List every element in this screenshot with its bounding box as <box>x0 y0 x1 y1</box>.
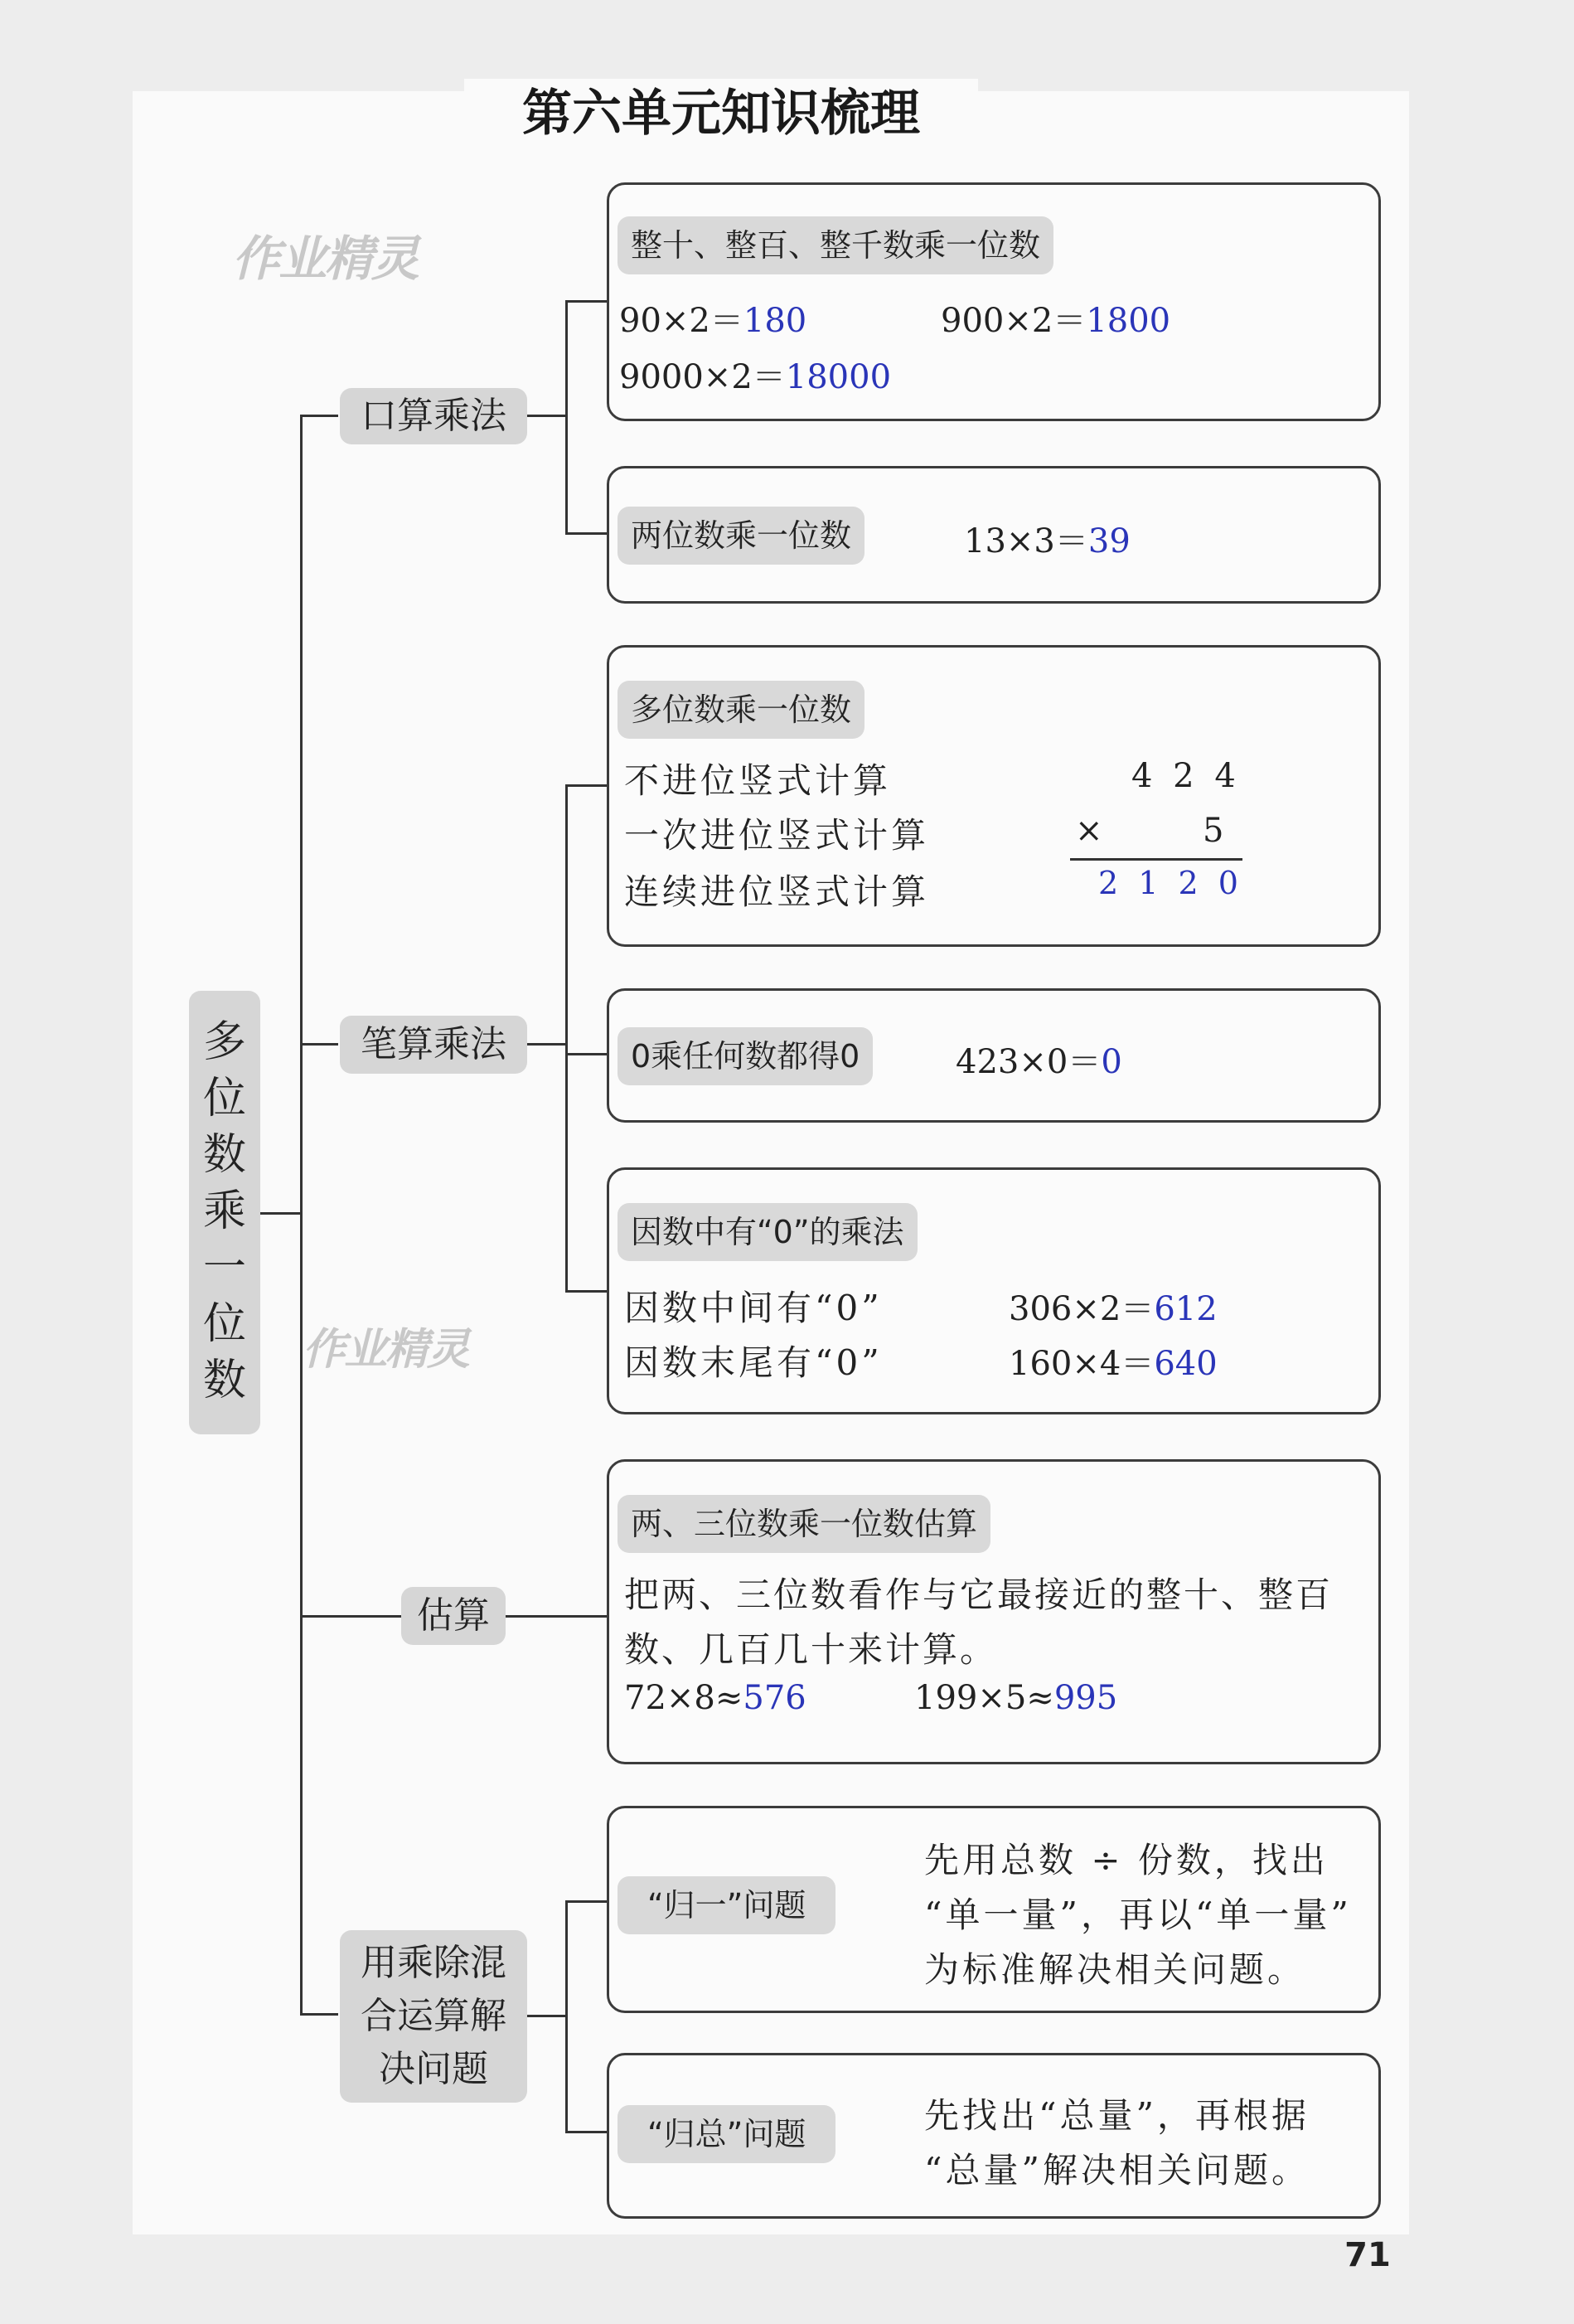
equation-expr: 90×2＝ <box>619 302 743 340</box>
category-oral: 口算乘法 <box>340 388 527 444</box>
connector <box>300 1615 401 1618</box>
connector <box>565 1900 607 1903</box>
equation <box>619 351 891 398</box>
equation-expr: 72×8≈ <box>624 1679 743 1717</box>
category-line: 决问题 <box>379 2048 488 2090</box>
equation-answer: 18000 <box>785 358 892 396</box>
connector <box>565 2131 607 2133</box>
box-estimation <box>607 1459 1381 1764</box>
equation-answer: 576 <box>743 1679 806 1717</box>
connector <box>527 2015 567 2017</box>
box-tag: 两、三位数乘一位数估算 <box>617 1495 990 1553</box>
method-line: 一次进位竖式计算 <box>624 815 930 856</box>
connector <box>527 1043 567 1046</box>
category-word-problems <box>340 1930 527 2103</box>
equation-answer: 995 <box>1053 1679 1118 1717</box>
vertical-rule <box>1070 858 1242 861</box>
connector <box>565 300 568 534</box>
category-line: 用乘除混 <box>361 1942 506 1984</box>
connector <box>300 415 338 417</box>
connector <box>565 784 568 1292</box>
box-zero-rule <box>607 988 1381 1123</box>
box-multi-digit <box>607 645 1381 947</box>
vertical-result: 2 1 2 0 <box>1098 865 1243 901</box>
connector <box>565 1053 607 1055</box>
method-text: 先用总数 ÷ 份数，找出 <box>924 1840 1329 1880</box>
vertical-top: 4 2 4 <box>1131 757 1241 795</box>
box-tag: 整十、整百、整千数乘一位数 <box>617 216 1053 274</box>
equation <box>914 1679 1117 1717</box>
connector <box>565 1900 568 2132</box>
connector <box>565 784 607 787</box>
equation-expr: 199×5≈ <box>914 1679 1054 1717</box>
box-whole-tens <box>607 182 1381 421</box>
equation <box>941 294 1170 342</box>
connector <box>260 1212 302 1215</box>
connector <box>527 415 567 417</box>
connector <box>565 1290 607 1293</box>
page-title: 第六单元知识梳理 <box>464 79 978 149</box>
box-total-problem <box>607 2053 1381 2219</box>
method-text: “单一量”，再以“单一量” <box>924 1895 1352 1935</box>
case-label: 因数中间有“0” <box>624 1288 883 1328</box>
method-line: 不进位竖式计算 <box>624 760 892 801</box>
box-two-digit <box>607 466 1381 604</box>
equation-answer: 180 <box>743 302 807 340</box>
equation-expr: 9000×2＝ <box>619 358 786 396</box>
equation-expr: 423×0＝ <box>956 1043 1102 1081</box>
root-node <box>189 991 260 1434</box>
equation-answer: 1800 <box>1086 302 1171 340</box>
estimation-text: 把两、三位数看作与它最接近的整十、整百 <box>624 1574 1334 1615</box>
box-factor-zero <box>607 1167 1381 1414</box>
vertical-second: 5 <box>1203 812 1224 850</box>
estimation-text: 数、几百几十来计算。 <box>624 1629 998 1670</box>
connector <box>565 532 607 535</box>
box-tag: “归一”问题 <box>617 1876 835 1934</box>
category-written: 笔算乘法 <box>340 1016 527 1074</box>
box-tag: “归总”问题 <box>617 2105 835 2163</box>
case-label: 因数末尾有“0” <box>624 1342 883 1383</box>
box-tag: 两位数乘一位数 <box>617 507 864 565</box>
equation <box>956 1036 1122 1083</box>
equation <box>619 294 806 342</box>
category-estimate: 估算 <box>401 1587 506 1645</box>
box-tag: 多位数乘一位数 <box>617 681 864 739</box>
equation <box>964 515 1131 562</box>
equation <box>624 1679 806 1717</box>
connector <box>300 1043 338 1046</box>
method-text: 先找出“总量”，再根据 <box>924 2095 1310 2136</box>
connector <box>565 300 607 303</box>
category-line: 合运算解 <box>361 1995 506 2037</box>
vertical-operator: × <box>1075 812 1103 850</box>
page-number: 71 <box>1344 2236 1391 2274</box>
method-text: “总量”解决相关问题。 <box>924 2150 1310 2191</box>
connector <box>300 2013 338 2016</box>
equation-expr: 13×3＝ <box>964 522 1088 560</box>
equation-answer: 612 <box>1154 1290 1218 1328</box>
watermark: 作业精灵 <box>232 230 419 287</box>
connector <box>300 415 303 2015</box>
equation-answer: 39 <box>1087 522 1131 560</box>
equation-answer: 0 <box>1101 1043 1122 1081</box>
equation-expr: 160×4＝ <box>1009 1345 1155 1383</box>
equation-answer: 640 <box>1154 1345 1218 1383</box>
watermark: 作业精灵 <box>303 1325 469 1375</box>
equation-expr: 306×2＝ <box>1009 1290 1155 1328</box>
equation-expr: 900×2＝ <box>941 302 1087 340</box>
method-line: 连续进位竖式计算 <box>624 871 930 912</box>
equation <box>1009 1337 1218 1385</box>
box-tag: 因数中有“0”的乘法 <box>617 1203 918 1261</box>
root-label: 多位数乘一位数 <box>202 1017 246 1405</box>
method-text: 为标准解决相关问题。 <box>924 1949 1306 1990</box>
equation <box>1009 1283 1218 1330</box>
box-unitary-problem <box>607 1806 1381 2013</box>
connector <box>506 1615 607 1618</box>
box-tag: 0乘任何数都得0 <box>617 1027 873 1085</box>
